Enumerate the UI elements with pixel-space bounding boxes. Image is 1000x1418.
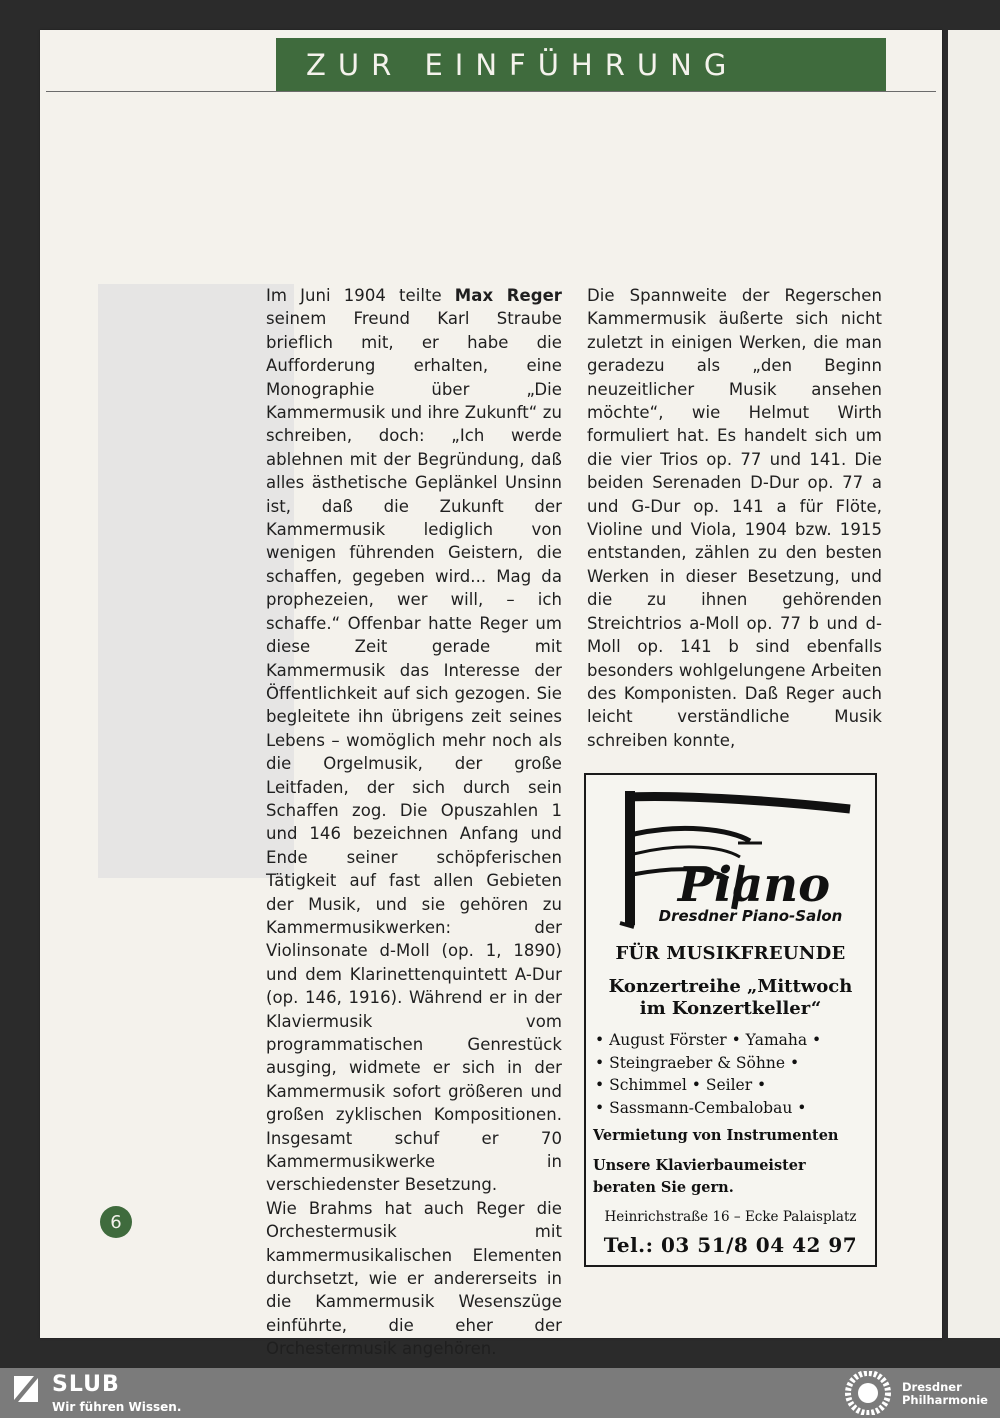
section-header bbox=[276, 38, 886, 91]
ad-concert-series: Konzertreihe „Mittwoch im Konzertkeller“ bbox=[608, 976, 853, 1019]
slub-logo-icon bbox=[12, 1374, 42, 1404]
ad-advice: Unsere Klavierbaumeister beraten Sie gern. bbox=[593, 1157, 806, 1196]
brand-line: • Schimmel • Seiler • bbox=[595, 1076, 767, 1094]
brand-line: • August Förster • Yamaha • bbox=[595, 1031, 822, 1049]
adjacent-page-edge bbox=[948, 30, 1000, 1338]
text-column-2 bbox=[587, 284, 882, 752]
faded-image-area bbox=[98, 284, 294, 878]
ad-address: Heinrichstraße 16 – Ecke Palaisplatz bbox=[604, 1209, 857, 1225]
ad-phone: Tel.: 03 51/8 04 42 97 bbox=[603, 1233, 858, 1257]
paragraph-3: Die Spannweite der Regerschen Kammermusik äußerte sich nicht zuletzt in einigen Werken, die man geradezu als „den Beginn neuzeitlicher Musik ansehen möchte“, wie Helmut Wirth formuliert hat. Es handelt sich um die vier Trios op. 77 und 141. Die beiden Serenaden D-Dur op. 77 a und G-Dur op. 141 a für Flöte, Violine und Viola, 1904 bzw. 1915 entstanden, zählen zu den besten Werken in dieser Besetzung, und die zu ihnen gehörenden Streichtrios a-Moll op. 77 b und d-Moll op. 141 b sind ebenfalls besonders wohlgelungene Arbeiten des Komponisten. Daß Reger auch leicht verständliche Musik schreiben konnte, bbox=[587, 286, 882, 750]
section-title: ZUR EINFÜHRUNG bbox=[306, 47, 739, 82]
ad-heading: FÜR MUSIKFREUNDE bbox=[615, 943, 846, 964]
ad-brand-list bbox=[595, 1029, 871, 1119]
brand-line: • Sassmann-Cembalobau • bbox=[595, 1098, 807, 1117]
brand-line: • Steingraeber & Söhne • bbox=[595, 1053, 800, 1072]
text-column-1 bbox=[266, 284, 562, 1361]
composer-name: Max Reger bbox=[454, 286, 562, 305]
paragraph-2: Wie Brahms hat auch Reger die Orchestermusik mit kammermusikalischen Elementen durchsetzt, wie er andererseits in die Kammermusik Wesenszüge einführte, die eher der Orchestermusik angehören. bbox=[266, 1198, 562, 1359]
footer-bar bbox=[0, 1368, 1000, 1418]
document-page bbox=[40, 30, 942, 1359]
philharmonie-name: Dresdner Philharmonie bbox=[902, 1380, 988, 1407]
header-rule bbox=[46, 91, 936, 92]
slub-tagline: Wir führen Wissen. bbox=[52, 1400, 182, 1414]
ad-subtitle: Dresdner Piano-Salon bbox=[658, 907, 843, 925]
ad-rental: Vermietung von Instrumenten bbox=[593, 1127, 839, 1144]
piano-salon-advertisement bbox=[584, 773, 877, 1267]
paragraph-1: Im Juni 1904 teilte Max Reger seinem Freund Karl Straube brieflich mit, er habe die Aufforderung erhalten, eine Monographie über „Die Kammermusik und ihre Zukunft“ zu schreiben, doch: „Ich werde ablehnen mit der Begründung, daß alles ästhetische Geplänkel Unsinn ist, daß die Zukunft der Kammermusik lediglich von wenigen führenden Geistern, die schaffen, gegeben wird... Mag da prophezeien, wer will, – ich schaffe.“ Offenbar hatte Reger um diese Zeit gerade mit Kammermusik das Interesse der Öffentlichkeit auf sich gezogen. Sie begleitete ihn übrigens zeit seines Lebens – womöglich mehr noch als die Orgelmusik, der große Leitfaden, der sich durch sein Schaffen zog. Die Opuszahlen 1 und 146 bezeichnen Anfang und Ende seiner schöpferischen Tätigkeit auf fast allen Gebieten der Musik, und sie gehören zu Kammermusikwerken: der Violinsonate d-Moll (op. 1, 1890) und dem Klarinettenquintett A-Dur (op. 146, 1916). Während er in der Klaviermusik vom programmatischen Genrestück ausging, widmete er sich in der Kammermusik sofort größeren und großen zyklischen Kompositionen. Insgesamt schuf er 70 Kammermusikwerke in verschiedenster Besetzung. bbox=[266, 286, 562, 1195]
logo-text: Piano bbox=[677, 857, 831, 913]
page-number: 6 bbox=[100, 1206, 132, 1238]
philharmonie-logo-icon bbox=[842, 1371, 894, 1415]
slub-name: SLUB bbox=[52, 1372, 120, 1397]
